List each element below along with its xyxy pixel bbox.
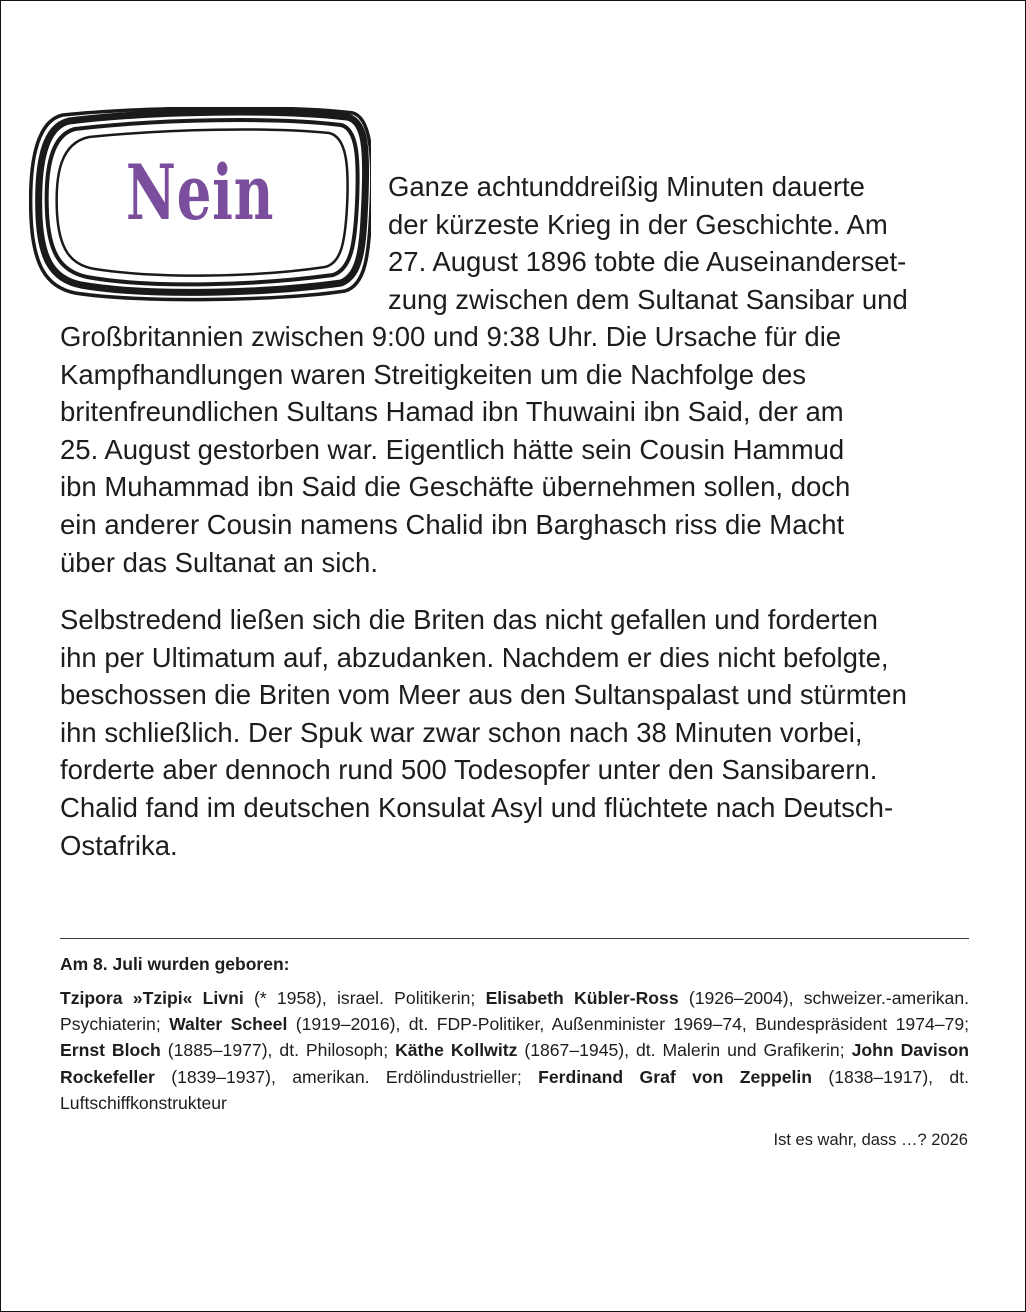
text-line: 27. August 1896 tobte die Auseinanderset-	[388, 246, 907, 278]
person-info: (1838–1917), dt. Luftschiffkonstrukteur	[60, 1066, 969, 1113]
text-line: ein anderer Cousin namens Chalid ibn Barghasch riss die Macht	[60, 508, 845, 540]
person-name: Ernst Bloch	[60, 1040, 161, 1061]
story-paragraph-2	[60, 601, 990, 864]
person-name: Ferdinand Graf von Zeppelin	[538, 1066, 813, 1087]
text-line: Ostafrika.	[60, 829, 178, 861]
text-line: der kürzeste Krieg in der Geschichte. Am	[388, 208, 888, 240]
footer-credit: Ist es wahr, dass …? 2026	[773, 1131, 968, 1149]
person-name: Käthe Kollwitz	[395, 1040, 518, 1061]
text-line: über das Sultanat an sich.	[60, 546, 378, 578]
text-line: Selbstredend ließen sich die Briten das nicht gefallen und forderten	[60, 604, 878, 635]
person-info: (* 1958), israel. Politikerin;	[243, 988, 486, 1008]
person-info: (1867–1945), dt. Malerin und Grafikerin;	[517, 1040, 852, 1061]
person-name: Walter Scheel	[169, 1014, 288, 1035]
person-name: John Davison Rockefeller	[60, 1040, 970, 1087]
answer-badge	[29, 107, 371, 303]
births-list	[60, 985, 969, 1116]
person-name: Tzipora »Tzipi« Livni	[60, 988, 244, 1008]
person-info: (1885–1977), dt. Philosoph;	[160, 1040, 396, 1061]
text-line: ihn schließlich. Der Spuk war zwar schon nach 38 Minuten vorbei,	[60, 716, 863, 748]
text-line: forderte aber dennoch rund 500 Todesopfer unter den Sansibarern.	[60, 754, 878, 786]
births-heading: Am 8. Juli wurden geboren:	[60, 954, 290, 974]
person-name: Elisabeth Kübler-Ross	[485, 988, 679, 1008]
text-line: ibn Muhammad ibn Said die Geschäfte übernehmen sollen, doch	[60, 471, 851, 503]
story-paragraph-1	[60, 318, 990, 581]
text-line: britenfreundlichen Sultans Hamad ibn Thuwaini ibn Said, der am	[60, 396, 844, 428]
person-info: (1919–2016), dt. FDP-Politiker, Außenminister 1969–74, Bundespräsident 1974–79;	[287, 1014, 970, 1035]
text-line: Kampfhandlungen waren Streitigkeiten um die Nachfolge des	[60, 358, 807, 390]
text-line: Großbritannien zwischen 9:00 und 9:38 Uhr. Die Ursache für die	[60, 321, 842, 352]
text-line: 25. August gestorben war. Eigentlich hätte sein Cousin Hammud	[60, 433, 845, 465]
text-line: beschossen die Briten vom Meer aus den Sultanspalast und stürmten	[60, 679, 907, 711]
divider	[60, 938, 969, 939]
text-line: Chalid fand im deutschen Konsulat Asyl und flüchtete nach Deutsch-	[60, 791, 894, 823]
answer-word: Nein	[125, 148, 275, 237]
person-info: (1926–2004), schweizer.-amerikan. Psychiaterin;	[60, 988, 969, 1035]
text-line: ihn per Ultimatum auf, abzudanken. Nachdem er dies nicht befolgte,	[60, 641, 889, 673]
person-info: (1839–1937), amerikan. Erdölindustrieller;	[154, 1066, 539, 1087]
intro-paragraph	[388, 168, 978, 318]
text-line: zung zwischen dem Sultanat Sansibar und	[388, 283, 908, 315]
text-line: Ganze achtunddreißig Minuten dauerte	[388, 171, 865, 202]
